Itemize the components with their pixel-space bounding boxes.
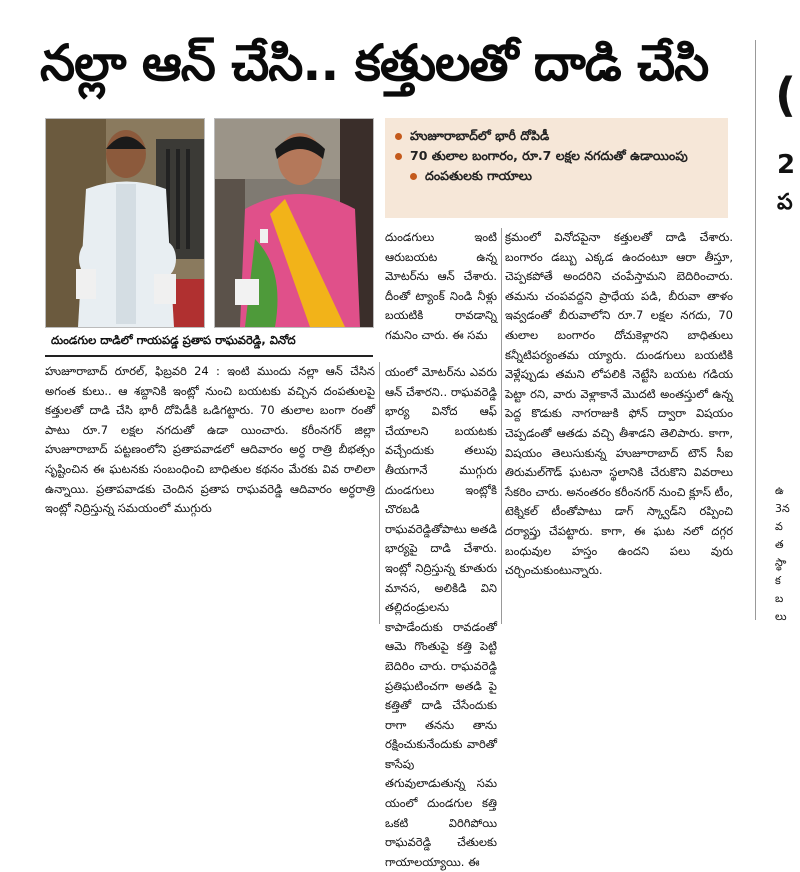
article-column-2-top xyxy=(385,228,497,368)
bullet-icon xyxy=(395,133,402,140)
bullet-icon xyxy=(410,173,417,180)
highlight-item xyxy=(395,166,718,186)
caption-rule xyxy=(45,355,373,357)
column-divider xyxy=(501,228,502,624)
woman-photo-illustration xyxy=(215,119,373,327)
article-text: హుజూరాబాద్ రూరల్, ఫిబ్రవరి 24 : ఇంటి ముందు నల్లా ఆన్ చేసిన అగంత కులు.. ఆ శబ్దానికి ఇంట్లో నుంచి బయటకు వచ్చిన దంపతులపై కత్తులతో దాడి చేసి భారీ దోపిడీకి ఒడిగట్టారు. 70 తులాల బంగా రంతో పాటు రూ.7 లక్షల నగదుతో ఉడా యించారు. కరీంనగర్ జిల్లా హుజూరాబాద్ పట్టణంలోని ప్రతాపవాడలో ఆదివారం అర్ధ రాత్రి బీభత్సం సృష్టించిన ఈ ఘటనకు సంబంధించి బాధితుల కథనం మేరకు వివ రాలిలా ఉన్నాయి. ప్రతాపవాడకు చెందిన ప్రతాప రాఘవరెడ్డి ఆదివారం అర్ధరాత్రి ఇంట్లో నిద్రిస్తున్న సమయంలో ముగ్గురు xyxy=(45,364,375,516)
headline: నల్లా ఆన్ చేసి.. కత్తులతో దాడి చేసి xyxy=(40,34,709,92)
bullet-icon xyxy=(395,153,402,160)
photo-caption: దుండగుల దాడిలో గాయపడ్డ ప్రతాప రాఘవరెడ్డి, వినోద xyxy=(51,333,296,347)
man-photo-illustration xyxy=(46,119,204,327)
article-column-2-bottom xyxy=(385,363,497,869)
fragment-text: స్థా xyxy=(775,556,787,569)
highlight-text: 70 తులాల బంగారం, రూ.7 లక్షల నగదుతో ఉడాయింపు xyxy=(410,148,688,163)
photo-vinoda xyxy=(214,118,374,328)
article-text: దుండగులు ఇంటి ఆరుబయట ఉన్న మోటర్‌ను ఆన్ చేశారు. దీంతో ట్యాంక్ నిండి నీళ్లు బయటికి రావడాన్ని గమనిం చారు. ఈ సమ xyxy=(385,230,497,342)
highlight-text: హుజూరాబాద్‌లో భారీ దోపిడీ xyxy=(410,128,550,143)
fragment-text: ప xyxy=(777,190,793,215)
fragment-text: బ xyxy=(775,592,784,605)
highlight-item xyxy=(395,126,718,146)
fragment-text: క xyxy=(775,574,781,587)
photo-raghava-reddy xyxy=(45,118,205,328)
fragment-text: ( xyxy=(775,68,797,122)
highlight-item xyxy=(395,146,718,166)
fragment-text: 2 xyxy=(777,150,796,180)
article-text: యంలో మోటర్‌ను ఎవరు ఆన్ చేశారని.. రాఘవరెడ్డి భార్య వినోద ఆఫ్ చేయాలని బయటకు వచ్చేందుకు తలుపు తీయగానే ముగ్గురు దుండగులు ఇంట్లోకి చొరబడి రాఘవరెడ్డితోపాటు అతడి భార్యపై దాడి చేశారు. ఇంట్లో నిద్రిస్తున్న కూతురు మానస, అలికిడి విని తల్లిదండ్రులను కాపాడేందుకు రావడంతో ఆమె గొంతుపై కత్తి పెట్టి బెదిరిం చారు. రాఘవరెడ్డి ప్రతిఘటించగా అతడి పై కత్తితో దాడి చేసేందుకు రాగా తనను తాను రక్షించుకునేందుకు వారితో కాసేపు తగువులాడుతున్న సమ యంలో దుండగుల కత్తి ఒకటి విరిగిపోయి రాఘవరెడ్డి చేతులకు గాయాలయ్యాయి. ఈ xyxy=(385,365,497,869)
fragment-text: ఉ xyxy=(775,484,784,497)
highlight-text: దంపతులకు గాయాలు xyxy=(425,168,532,183)
article-text: క్రమంలో వినోదపైనా కత్తులతో దాడి చేశారు. బంగారం డబ్బు ఎక్కడ ఉందంటూ ఆరా తీస్తూ, చెప్పకపోతే అందరిని చంపేస్తామని బెదిరించారు. తమను చంపవద్దని ప్రాధేయ పడి, బీరువా తాళం ఇవ్వడంతో బీరువాలోని రూ.7 లక్షల నగదు, 70 తులాల బంగారం దోచుకెళ్లారని బాధితులు కన్నీటిపర్యంతమ య్యారు. దుండగులు బయటికి వెళ్లేప్పుడు తమని లోపలికి నెట్టేసి బయట గడియ పెట్టా రని, వారు వెళ్లాకానే మొదటి అంతస్తులో ఉన్న పెద్ద కొడుకు నాగరాజుకి ఫోన్ ద్వారా విషయం చెప్పడంతో ఆతడు వచ్చి తీశాడని తెలిపారు. కాగా, విషయం తెలుసుకున్న హుజూరాబాద్ టౌన్ సీఐ తిరుమల్‌గౌడ్ ఘటనా స్థలానికి చేరుకొని వివరాలు సేకరిం చారు. అనంతరం కరీంనగర్ నుంచి క్లూస్ టీం, టెక్నికల్ టీంతోపాటు డాగ్ స్క్వాడ్‌ని రప్పించి దర్యాప్తు చేపట్టారు. కాగా, ఈ ఘట నలో దగ్గర బంధువుల హస్తం ఉందని పలు వురు చర్చించుకుంటున్నారు. xyxy=(505,230,733,578)
column-divider xyxy=(755,40,756,620)
article-column-3 xyxy=(505,228,733,628)
highlights-box xyxy=(385,118,728,218)
fragment-text: 3న xyxy=(775,502,790,515)
article-column-1 xyxy=(45,362,375,630)
column-divider xyxy=(379,362,380,624)
fragment-text: త xyxy=(775,538,784,551)
fragment-text: లు xyxy=(775,610,787,623)
fragment-text: వ xyxy=(775,520,783,533)
adjacent-article-strip xyxy=(755,0,800,668)
